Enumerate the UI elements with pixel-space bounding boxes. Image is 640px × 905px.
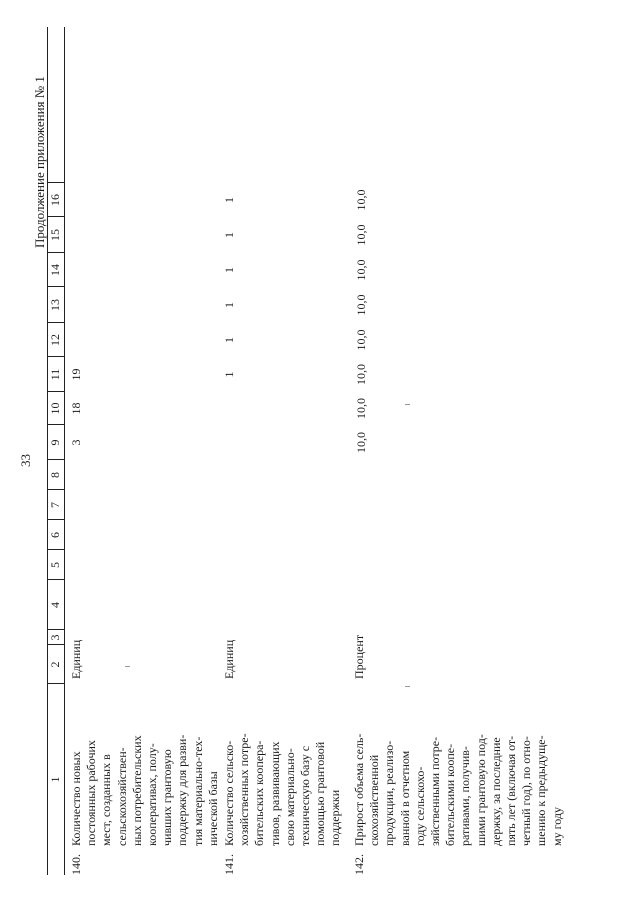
scan-mark [405,686,410,687]
header-col-4: 4 [48,602,62,608]
header-col-13: 13 [48,299,62,311]
header-col-15: 15 [48,229,62,241]
header-col-16: 16 [48,194,62,206]
header-col-11: 11 [48,368,62,381]
value-cell-col-16: 1 [222,197,236,203]
header-col-8: 8 [48,472,62,478]
value-cell-col-13: 10,0 [354,294,368,316]
value-cell-col-9: 3 [69,439,83,446]
indicator-description: Количество новых постоянных рабочих мест, созданных в сельскохозяйствен- ных потребительских кооперативах, полу- чивших грантовую поддержку для разви- тия материально-тех- нической базы [69,734,220,846]
value-cell-col-14: 10,0 [354,259,368,281]
value-cell-col-9: 10,0 [354,432,368,453]
value-cell-col-11: 1 [222,371,236,378]
column-divider [47,424,64,425]
row-number: 141. [222,854,236,875]
scan-mark [125,666,130,667]
value-cell-col-11: 19 [69,368,83,381]
page-number: 33 [18,454,33,467]
column-divider [47,356,64,357]
column-divider [47,683,64,684]
column-divider [47,216,64,217]
column-divider [47,322,64,323]
header-col-12: 12 [48,334,62,346]
measurement-unit: Процент [352,634,366,679]
header-col-5: 5 [48,562,62,568]
header-col-1: 1 [48,776,62,783]
indicator-description: Прирост объема сель- скохозяйственной продукции, реализо- ванной в отчетном году сельскохо- зяйственными потре- бительскими коопе- ративами, получив- шими грантовую под- держку, за последние пять лет (включая от- четный год), по отно- шению к предыдуще- му году [352,733,564,846]
value-cell-col-13: 1 [222,302,236,308]
value-cell-col-11: 10,0 [354,364,368,385]
header-col-6: 6 [48,532,62,538]
header-col-2: 2 [48,661,62,668]
value-cell-col-12: 1 [222,337,236,343]
measurement-unit: Единиц [222,639,236,679]
column-divider [47,391,64,392]
scan-mark [405,404,410,405]
value-cell-col-14: 1 [222,267,236,273]
value-cell-col-16: 10,0 [354,189,368,211]
value-cell-col-10: 10,0 [354,398,368,419]
column-divider [47,286,64,287]
row-number: 142. [352,854,366,875]
header-bottom-rule [64,27,65,875]
value-cell-col-10: 18 [69,402,83,415]
indicator-description: Количество сельско- хозяйственных потре- бительских коопера- тивов, развивающих свою материально- техническую базу с помощью грантовой поддержки [222,733,343,846]
header-col-7: 7 [48,502,62,508]
header-col-3: 3 [48,634,62,641]
column-divider [47,252,64,253]
header-col-14: 14 [48,264,62,276]
value-cell-col-12: 10,0 [354,329,368,351]
header-col-10: 10 [48,402,62,415]
header-col-9: 9 [48,439,62,446]
measurement-unit: Единиц [69,639,83,679]
value-cell-col-15: 10,0 [354,224,368,246]
continuation-title: Продолжение приложения № 1 [32,76,47,248]
row-number: 140. [69,854,83,875]
value-cell-col-15: 1 [222,232,236,238]
column-divider [47,182,64,183]
